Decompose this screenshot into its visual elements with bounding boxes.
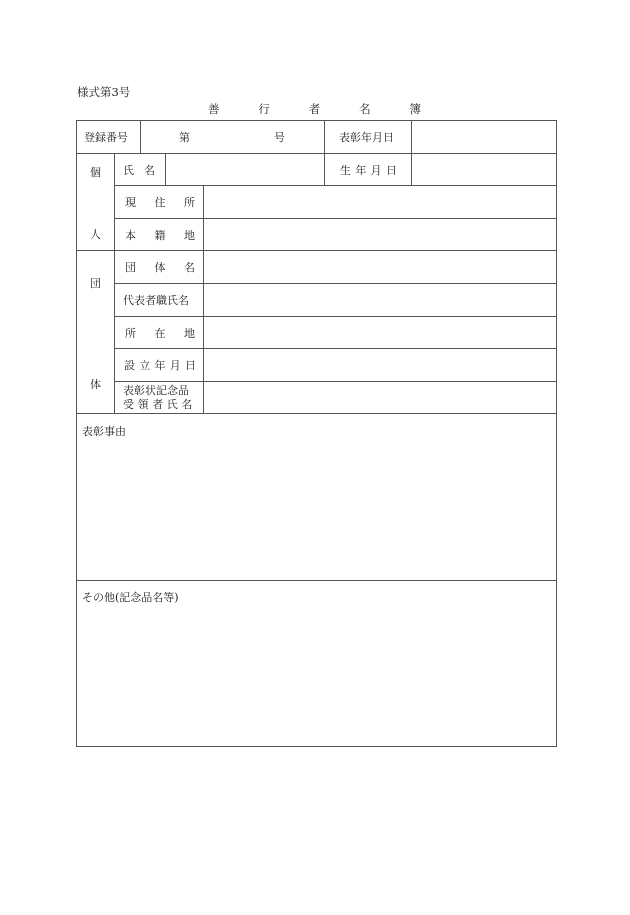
location-label [125,317,195,348]
label-char: 年 [355,163,367,177]
label-char: 日 [185,359,196,372]
label-char: 籍 [154,228,166,242]
label-char: 体 [154,261,166,274]
label-char: 名 [184,261,195,274]
label-char: 月 [370,163,382,177]
award-recipient-label-line2 [123,398,196,412]
table-border-left [76,120,77,747]
title-char: 名 [359,102,371,116]
title-char: 善 [208,102,220,116]
current-address-input[interactable] [207,189,552,215]
label-char: 名 [144,163,155,177]
col-divider [165,153,166,186]
label-char: 現 [125,196,136,209]
label-char: 地 [184,228,195,242]
row-divider [76,413,556,414]
organization-group-char: 団 [90,277,101,290]
registration-number-input[interactable] [196,124,266,150]
table-border-bottom [76,746,557,747]
col-divider [203,185,204,414]
individual-name-input[interactable] [168,157,320,183]
label-char: 所 [125,326,136,340]
award-reason-input[interactable] [80,441,552,576]
domicile-input[interactable] [207,222,552,248]
col-divider [411,120,412,186]
award-recipient-label-line1: 表彰状記念品 [123,383,189,397]
individual-group-char: 人 [90,228,101,241]
label-char: 月 [169,359,181,372]
other-notes-label: その他(記念品名等) [82,591,179,604]
label-char: 地 [184,326,195,340]
label-char: 名 [181,397,193,411]
form-number: 様式第3号 [77,85,131,99]
established-date-input[interactable] [207,352,552,378]
label-char: 者 [152,397,164,411]
registration-number-label: 登録番号 [84,131,128,144]
other-notes-input[interactable] [80,607,552,742]
col-divider [324,120,325,186]
title-char: 簿 [409,102,421,116]
award-recipient-input[interactable] [207,385,552,411]
organization-name-label [125,251,195,283]
organization-name-input[interactable] [207,254,552,280]
label-char: 領 [137,397,149,411]
label-char: 設 [124,359,135,372]
label-char: 本 [125,228,136,242]
award-recipient-label [123,382,196,413]
table-border-right [556,120,557,747]
title-char: 行 [258,102,270,116]
birth-date-label [340,154,397,185]
label-char: 氏 [166,397,178,411]
label-char: 氏 [123,163,134,177]
label-char: 日 [385,163,397,177]
label-char: 年 [154,359,166,372]
individual-name-label [123,154,155,185]
individual-group-char: 個 [90,166,101,179]
location-input[interactable] [207,320,552,346]
label-char: 生 [340,163,351,177]
representative-label: 代表者職氏名 [123,294,189,307]
current-address-label [125,186,195,218]
award-date-input[interactable] [414,124,552,150]
registration-number-suffix: 号 [274,131,285,144]
established-date-label [124,349,196,381]
birth-date-input[interactable] [414,157,552,183]
representative-input[interactable] [207,287,552,313]
form-title [208,101,421,117]
label-char: 住 [154,196,166,209]
col-divider [140,120,141,153]
row-divider [76,580,556,581]
label-char: 在 [154,326,166,340]
table-border-top [76,120,556,121]
award-reason-label: 表彰事由 [82,425,126,438]
organization-group-char: 体 [90,378,101,391]
label-char: 受 [123,397,134,411]
award-date-label: 表彰年月日 [339,131,394,144]
registration-number-prefix: 第 [179,131,190,144]
col-divider [114,153,115,414]
domicile-label [125,219,195,250]
label-char: 立 [139,359,151,372]
title-char: 者 [308,102,321,116]
label-char: 団 [125,261,136,274]
label-char: 所 [184,196,195,209]
